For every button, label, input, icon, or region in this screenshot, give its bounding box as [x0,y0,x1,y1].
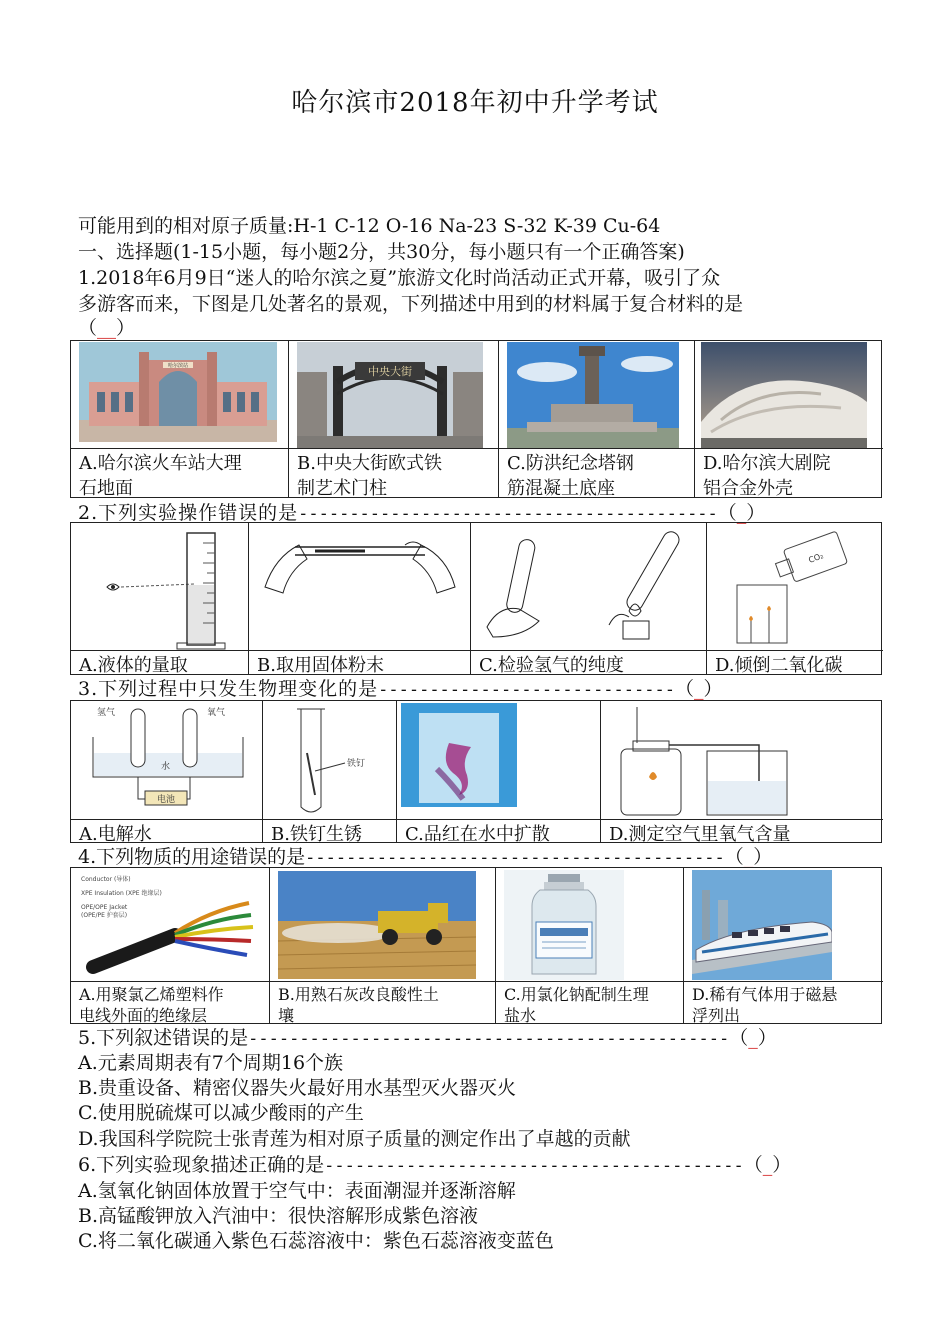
grand-theatre-image [701,342,867,448]
cable-label-3: OPE/OPE Jacket [81,904,128,911]
q6-option-b[interactable]: B.高锰酸钾放入汽油中：很快溶解形成紫色溶液 [78,1205,479,1227]
pour-co2-figure [717,525,875,649]
gas-a-label: 氢气 [97,708,116,718]
maglev-train-image [692,870,832,980]
q4-option-c[interactable] [496,868,684,1023]
central-street-arch-image [297,342,483,448]
lime-spreading-image [278,871,476,979]
nail-label: 铁钉 [347,759,366,769]
q3-option-c[interactable] [397,701,601,845]
q5-option-a[interactable]: A.元素周期表有7个周期16个族 [78,1052,344,1074]
saline-bottle-image [504,870,624,980]
oxygen-content-figure [609,703,879,819]
q2-option-b-caption: B.取用固体粉末 [249,650,470,675]
q3-option-a[interactable] [71,701,263,845]
water-label: 水 [161,762,171,772]
q4-option-d-caption: D.稀有气体用于磁悬 浮列出 [684,981,883,1025]
q6-option-a[interactable]: A.氢氧化钠固体放置于空气中：表面潮湿并逐渐溶解 [78,1180,516,1202]
hydrogen-purity-figure [479,525,701,649]
station-sign-text: 哈尔滨站 [167,363,189,369]
answer-blank[interactable]: _ [762,1154,773,1176]
magenta-diffusion-image [401,703,517,807]
q4-option-a[interactable] [71,868,270,1023]
q2-option-c[interactable] [471,523,707,674]
q2-stem: 2.下列实验操作错误的是-----------------------------------------（_） [78,502,766,524]
q2-option-b[interactable] [249,523,471,674]
q2-option-a[interactable] [71,523,249,674]
answer-blank[interactable]: __ [97,317,117,339]
solid-powder-figure [255,527,465,647]
q4-options-grid [70,867,882,1024]
graduated-cylinder-figure [91,527,241,651]
q2-options-grid [70,522,882,675]
q3-option-b[interactable] [263,701,397,845]
q5-option-d[interactable]: D.我国科学院院士张青莲为相对原子质量的测定作出了卓越的贡献 [78,1128,631,1150]
q2-option-a-caption: A.液体的量取 [71,650,248,675]
answer-blank[interactable]: _ [743,846,754,868]
q1-option-c-caption: C.防洪纪念塔钢 筋混凝土底座 [499,448,694,498]
q5-option-b[interactable]: B.贵重设备、精密仪器失火最好用水基型灭火器灭火 [78,1077,517,1099]
q3-stem: 3.下列过程中只发生物理变化的是-----------------------------（_） [78,678,723,700]
answer-blank[interactable]: _ [748,1027,758,1049]
q1-option-b-caption: B.中央大街欧式铁 制艺术门柱 [289,448,498,498]
q3-option-a-caption: A.电解水 [71,819,262,844]
gas-b-label: 氧气 [207,708,226,718]
answer-blank[interactable]: _ [736,502,747,524]
flood-memorial-tower-image [507,342,679,448]
section-heading: 一、选择题(1-15小题，每小题2分，共30分，每小题只有一个正确答案) [78,241,685,263]
q3-option-c-caption: C.品红在水中扩散 [397,819,600,844]
q5-stem: 5.下列叙述错误的是-----------------------------------------------（_） [78,1027,777,1049]
q1-stem-line2: 多游客而来，下图是几处著名的景观，下列描述中用到的材料属于复合材料的是 [78,293,744,315]
q4-option-d[interactable] [684,868,883,1023]
arch-sign-text: 中央大街 [368,365,412,378]
q1-option-a[interactable] [71,341,289,497]
q2-option-d[interactable] [707,523,883,674]
cable-label-1: Conductor (导体) [81,876,131,883]
q4-stem: 4.下列物质的用途错误的是-----------------------------------------（_） [78,846,773,868]
q1-options-grid [70,340,882,498]
co2-label: CO₂ [807,551,825,565]
q2-option-d-caption: D.倾倒二氧化碳 [707,650,883,675]
q3-option-d[interactable] [601,701,883,845]
q6-stem: 6.下列实验现象描述正确的是-----------------------------------------（_） [78,1154,792,1176]
railway-station-image [79,342,277,442]
q4-option-b[interactable] [270,868,496,1023]
q1-option-a-caption: A.哈尔滨火车站大理 石地面 [71,448,288,498]
q3-option-d-caption: D.测定空气里氧气含量 [601,819,883,844]
q4-option-b-caption: B.用熟石灰改良酸性土 壤 [270,981,495,1025]
exam-title: 哈尔滨市2018年初中升学考试 [291,88,659,118]
q6-option-c[interactable]: C.将二氧化碳通入紫色石蕊溶液中：紫色石蕊溶液变蓝色 [78,1230,554,1252]
q1-option-d-caption: D.哈尔滨大剧院 铝合金外壳 [695,448,883,498]
cable-label-4: (OPE/PE 护套层) [81,912,128,919]
q4-option-c-caption: C.用氯化钠配制生理 盐水 [496,981,683,1025]
q1-option-b[interactable] [289,341,499,497]
iron-nail-rust-figure [271,703,391,819]
q3-options-grid [70,700,882,843]
electrolysis-figure [79,703,257,819]
q2-option-c-caption: C.检验氢气的纯度 [471,650,706,675]
cable-image [79,871,261,981]
atomic-mass-line: 可能用到的相对原子质量:H-1 C-12 O-16 Na-23 S-32 K-39 Cu-64 [78,215,661,237]
battery-label: 电池 [156,795,176,805]
q1-option-d[interactable] [695,341,883,497]
q1-stem-line1: 1.2018年6月9日“迷人的哈尔滨之夏”旅游文化时尚活动正式开幕，吸引了众 [78,267,721,289]
answer-blank[interactable]: _ [693,678,704,700]
q1-answer-bracket: （__） [78,317,136,339]
q5-option-c[interactable]: C.使用脱硫煤可以减少酸雨的产生 [78,1102,364,1124]
q3-option-b-caption: B.铁钉生锈 [263,819,396,844]
cable-label-2: XPE Insulation (XPE 绝缘层) [81,890,162,897]
q4-option-a-caption: A.用聚氯乙烯塑料作 电线外面的绝缘层 [71,981,269,1025]
q1-option-c[interactable] [499,341,695,497]
